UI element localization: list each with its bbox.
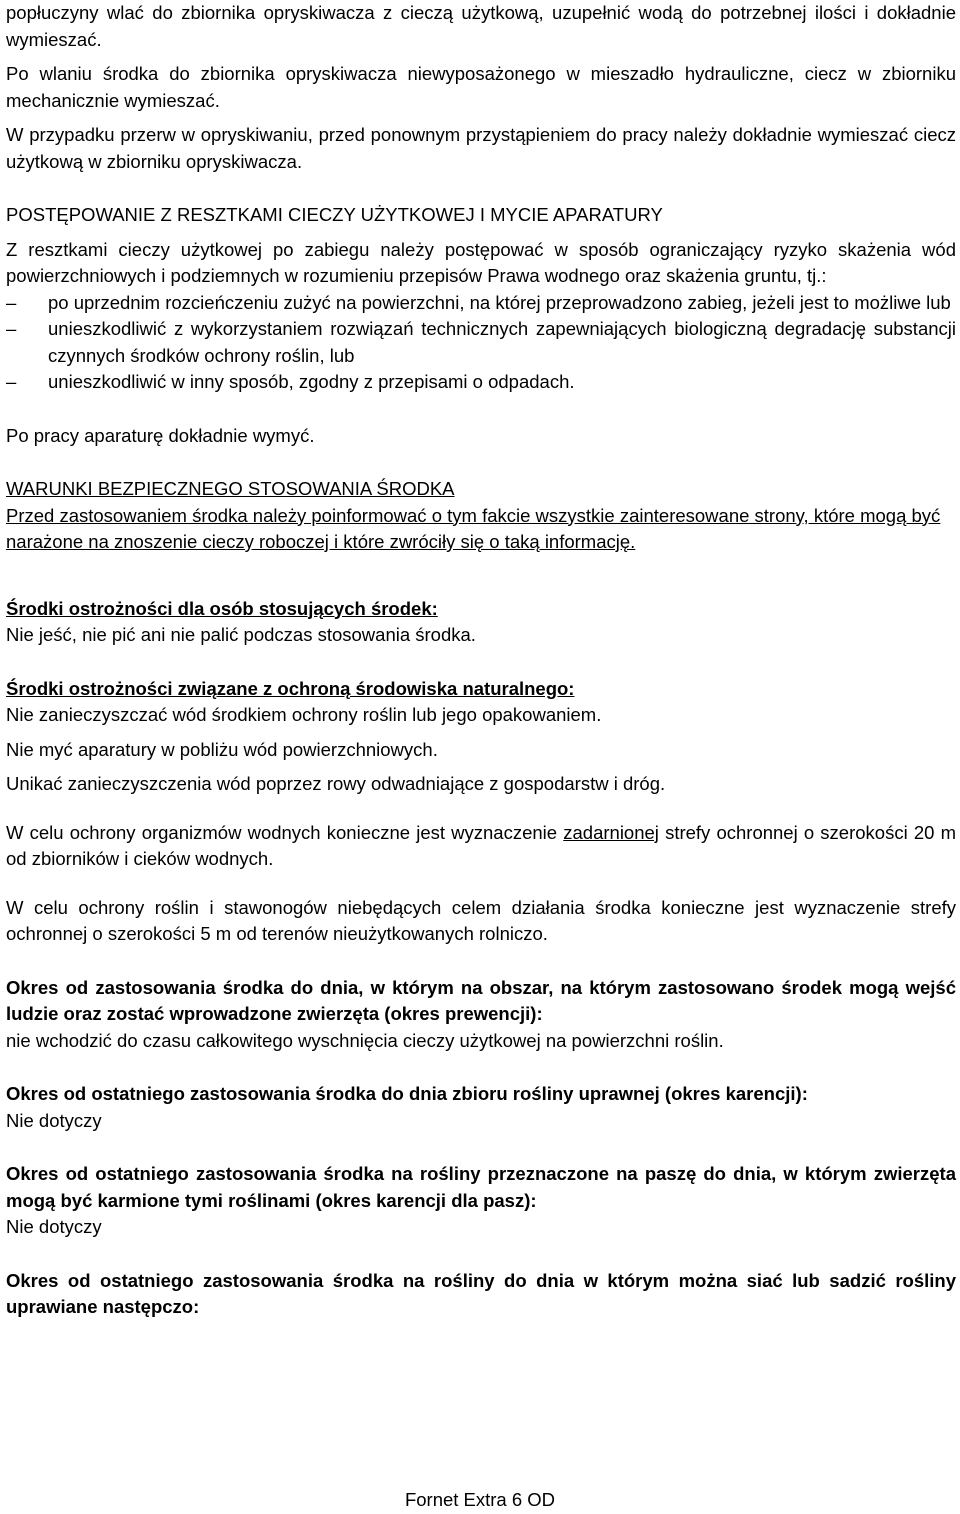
heading-feed-interval: Okres od ostatniego zastosowania środka na rośliny przeznaczone na paszę do dnia, w którym zwierzęta mogą być karmione tymi roślinami (okres karencji dla pasz): xyxy=(6,1163,956,1211)
paragraph-inform-parties: Przed zastosowaniem środka należy poinformować o tym fakcie wszystkie zainteresowane strony, które mogą być narażone na znoszenie cieczy roboczej i które zwróciły się o taką informację. xyxy=(6,504,941,552)
paragraph-breaks: W przypadku przerw w opryskiwaniu, przed ponownym przystąpieniem do pracy należy dokładnie wymieszać ciecz użytkową w zbiorniku opryskiwacza. xyxy=(6,124,956,172)
document-page xyxy=(6,0,956,1321)
list-item: – unieszkodliwić w inny sposób, zgodny z przepisami o odpadach. xyxy=(6,369,956,396)
heading-preharvest-interval: Okres od ostatniego zastosowania środka do dnia zbioru rośliny uprawnej (okres karencji): xyxy=(6,1083,808,1104)
list-item: – po uprzednim rozcieńczeniu zużyć na powierzchni, na której przeprowadzono zabieg, jeżeli jest to możliwe lub xyxy=(6,290,956,317)
underlined-word: zadarnionej xyxy=(563,821,659,843)
paragraph-residues: Z resztkami cieczy użytkowej po zabiegu należy postępować w sposób ograniczający ryzyko skażenia wód powierzchniowych i podziemnych w rozumieniu przepisów Prawa wodnego oraz skażenia gruntu, tj.: xyxy=(6,238,956,286)
page-footer: Fornet Extra 6 OD xyxy=(404,1489,556,1510)
paragraph-no-agitator: Po wlaniu środka do zbiornika opryskiwacza niewyposażonego w mieszadło hydrauliczne, ciecz w zbiorniku mechanicznie wymieszać. xyxy=(6,63,956,111)
dash-bullet: – xyxy=(6,291,17,313)
paragraph-preharvest-value: Nie dotyczy xyxy=(6,1109,102,1131)
paragraph-no-washing: Nie myć aparatury w pobliżu wód powierzchniowych. xyxy=(6,738,438,760)
paragraph-aquatic-buffer: W celu ochrony organizmów wodnych konieczne jest wyznaczenie zadarnionej strefy ochronnej o szerokości 20 m od zbiorników i cieków wodnych. xyxy=(6,821,956,869)
paragraph-avoid-drainage: Unikać zanieczyszczenia wód poprzez rowy odwadniające z gospodarstw i dróg. xyxy=(6,773,666,794)
paragraph-feed-value: Nie dotyczy xyxy=(6,1216,102,1237)
residue-options-list xyxy=(6,290,956,396)
list-item: – unieszkodliwić z wykorzystaniem rozwiązań technicznych zapewniających biologiczną degradację substancji czynnych środków ochrony roślin, lub xyxy=(6,318,956,366)
subheading-environment-precautions: Środki ostrożności związane z ochroną środowiska naturalnego: xyxy=(6,677,575,699)
heading-reentry-period: Okres od zastosowania środka do dnia, w którym na obszar, na którym zastosowano środek mogą wejść ludzie oraz zostać wprowadzone zwierzęta (okres prewencji): xyxy=(6,976,956,1024)
dash-bullet: – xyxy=(6,318,17,339)
paragraph-plant-buffer: W celu ochrony roślin i stawonogów niebędących celem działania środka konieczne jest wyznaczenie strefy ochronnej o szerokości 5 m od terenów nieużytkowanych rolniczo. xyxy=(6,896,956,944)
paragraph-reentry-value: nie wchodzić do czasu całkowitego wyschnięcia cieczy użytkowej na powierzchni roślin. xyxy=(6,1029,724,1051)
dash-bullet: – xyxy=(6,371,17,392)
section-heading-residues: POSTĘPOWANIE Z RESZTKAMI CIECZY UŻYTKOWEJ I MYCIE APARATURY xyxy=(6,204,663,225)
paragraph-no-eating: Nie jeść, nie pić ani nie palić podczas stosowania środka. xyxy=(6,624,476,645)
paragraph-wash: Po pracy aparaturę dokładnie wymyć. xyxy=(6,424,315,446)
heading-following-crops: Okres od ostatniego zastosowania środka na rośliny do dnia w którym można siać lub sadzić rośliny uprawiane następczo: xyxy=(6,1269,956,1317)
subheading-operator-precautions: Środki ostrożności dla osób stosujących środek: xyxy=(6,597,438,619)
paragraph-mixing: popłuczyny wlać do zbiornika opryskiwacza z cieczą użytkową, uzupełnić wodą do potrzebnej ilości i dokładnie wymieszać. xyxy=(6,2,956,50)
paragraph-no-pollution: Nie zanieczyszczać wód środkiem ochrony roślin lub jego opakowaniem. xyxy=(6,704,602,725)
section-heading-safe-use: WARUNKI BEZPIECZNEGO STOSOWANIA ŚRODKA xyxy=(6,478,455,499)
